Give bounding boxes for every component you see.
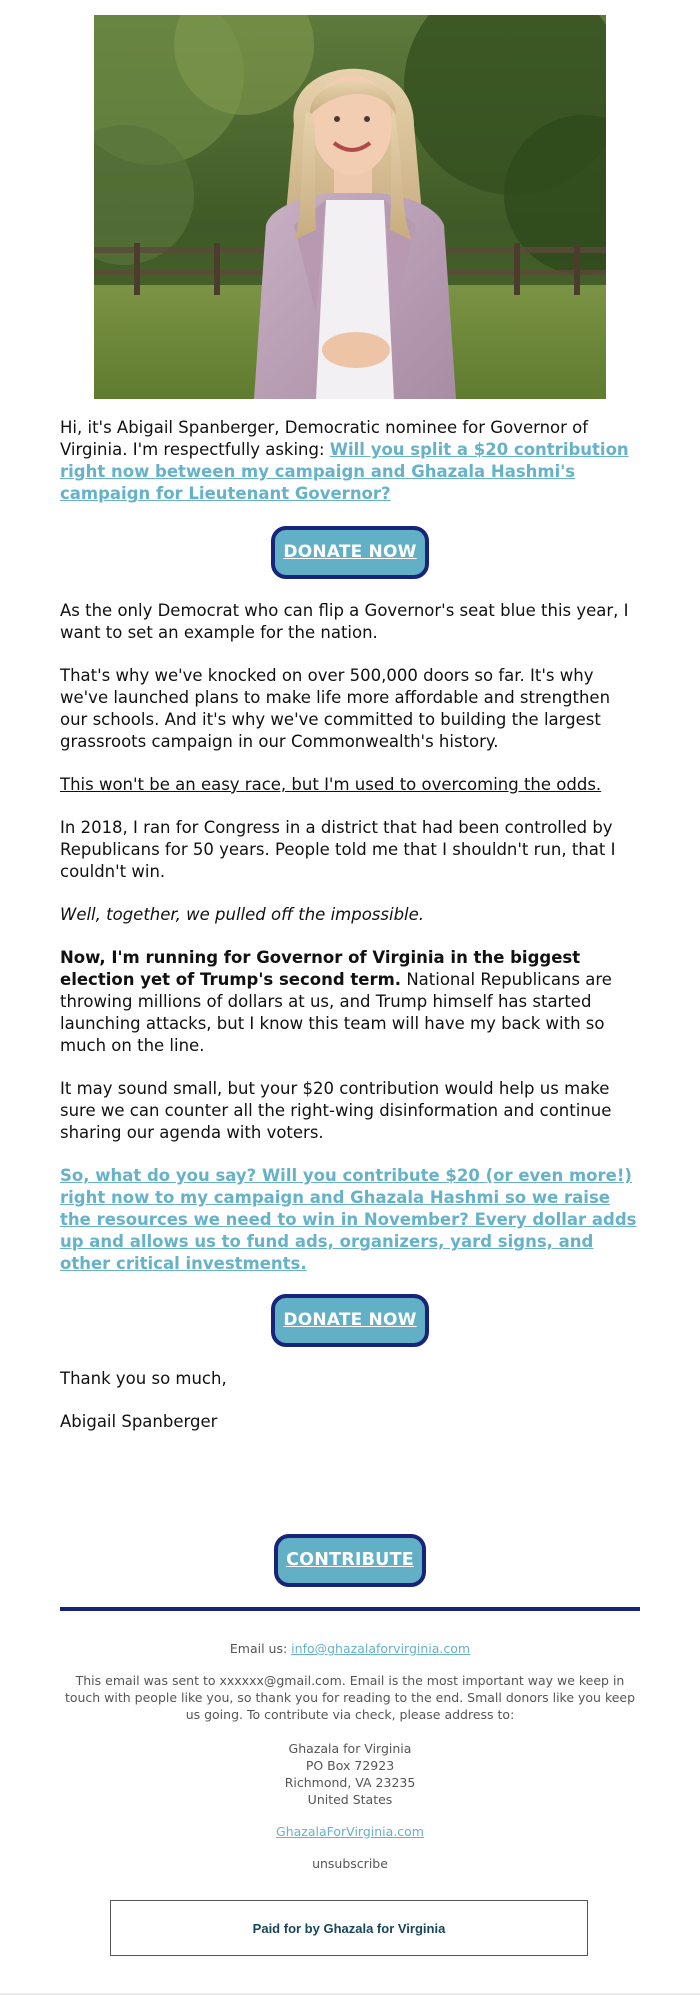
signoff: Thank you so much, [60,1369,227,1388]
paragraph: In 2018, I ran for Congress in a district that had been controlled by Republicans for 50 years. People told me that I shouldn't run, that I couldn't win. [60,818,616,881]
underlined-paragraph: This won't be an easy race, but I'm used to overcoming the odds. [60,775,602,794]
mailing-address [60,1740,640,1808]
signature: Abigail Spanberger [60,1412,218,1431]
paragraph: It may sound small, but your $20 contribution would help us make sure we can counter all the right-wing disinformation and continue sharing our agenda with voters. [60,1079,612,1142]
ask-paragraph [60,1165,640,1275]
footer-divider [60,1607,640,1611]
footer [60,1640,640,1887]
email-link[interactable]: info@ghazalaforvirginia.com [291,1641,471,1656]
unsubscribe-link[interactable]: unsubscribe [312,1856,388,1871]
paid-for-disclaimer-box [110,1900,588,1956]
donate-now-button[interactable]: DONATE NOW [271,526,428,579]
paragraph: As the only Democrat who can flip a Governor's seat blue this year, I want to set an example for the nation. [60,601,629,642]
intro-donate-link[interactable]: Will you split a $20 contribution right now between my campaign and Ghazala Hashmi's campaign for Lieutenant Governor? [60,440,629,503]
address-line: Ghazala for Virginia [288,1741,412,1756]
address-line: Richmond, VA 23235 [284,1775,416,1790]
contribute-button[interactable]: CONTRIBUTE [274,1534,426,1587]
email-body [60,417,640,1608]
intro-text: Hi, it's Abigail Spanberger, Democratic nominee for Governor of Virginia. I'm respectfully asking: [60,418,589,459]
italic-paragraph: Well, together, we pulled off the impossible. [60,905,425,924]
website-link[interactable]: GhazalaForVirginia.com [276,1824,424,1839]
paragraph: That's why we've knocked on over 500,000 doors so far. It's why we've launched plans to make life more affordable and strengthen our schools. And it's why we've committed to building the largest grassroots campaign in our Commonwealth's history. [60,666,611,751]
unsubscribe-line [60,1855,640,1872]
bold-lead: Now, I'm running for Governor of Virginia in the biggest election yet of Trump's second term. [60,948,581,989]
candidate-photo-image [94,15,606,399]
paragraph [60,947,640,1057]
intro-paragraph [60,417,640,505]
donate-now-button-2[interactable]: DONATE NOW [271,1294,428,1347]
ask-donate-link[interactable]: So, what do you say? Will you contribute $20 (or even more!) right now to my campaign and Ghazala Hashmi so we raise the resources we need to win in November? Every dollar adds up and allows us to fund ads, organizers, yard signs, and other critical investments. [60,1166,637,1273]
donate-button-row-1 [60,526,640,579]
address-line: PO Box 72923 [305,1758,395,1773]
email-label: Email us: [229,1641,292,1656]
candidate-photo [94,15,606,399]
footer-email-line [60,1640,640,1657]
footer-disclaimer: This email was sent to xxxxxx@gmail.com. Email is the most important way we keep in touch with people like you, so thank you for reading to the end. Small donors like you keep us going. To contribute via check, please address to: [64,1673,636,1722]
address-line: United States [307,1792,393,1807]
contribute-button-row [60,1534,640,1587]
website-line [60,1823,640,1840]
paid-for-text: Paid for by Ghazala for Virginia [252,1920,446,1936]
donate-button-row-2 [60,1294,640,1347]
paragraph-text: National Republicans are throwing millions of dollars at us, and Trump himself has started launching attacks, but I know this team will have my back with so much on the line. [60,970,612,1055]
